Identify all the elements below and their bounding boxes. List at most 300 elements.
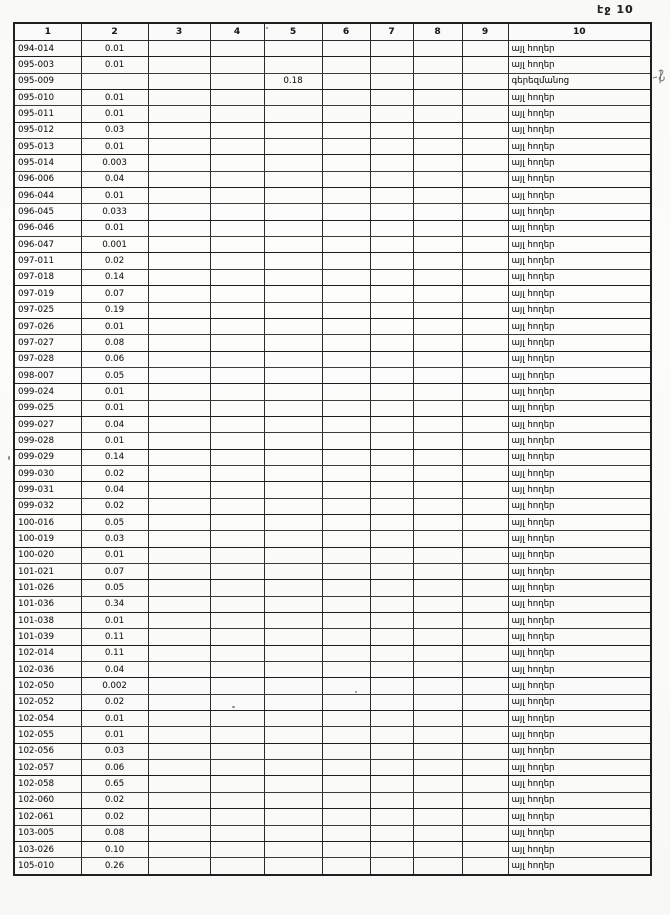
cell (370, 384, 413, 400)
cell (210, 514, 264, 530)
cell (370, 416, 413, 432)
cell (413, 57, 462, 73)
cell (210, 465, 264, 481)
cell (148, 335, 210, 351)
cell (210, 367, 264, 383)
cell (148, 760, 210, 776)
cell-area-alt (264, 743, 322, 759)
cell (210, 106, 264, 122)
cell (370, 776, 413, 792)
cell (210, 73, 264, 89)
cell-code: 097-027 (14, 335, 81, 351)
cell (210, 564, 264, 580)
cell (413, 351, 462, 367)
cell (462, 841, 508, 857)
cell (148, 547, 210, 563)
cell-area: 0.01 (81, 188, 148, 204)
cell (322, 188, 370, 204)
cell (462, 482, 508, 498)
cell (370, 825, 413, 841)
cell-area: 0.34 (81, 596, 148, 612)
cell-area-alt (264, 465, 322, 481)
cell (322, 139, 370, 155)
cell-land-type: այլ հողեր (508, 776, 651, 792)
cell-area: 0.26 (81, 858, 148, 875)
cell (462, 122, 508, 138)
column-header: 9 (462, 23, 508, 41)
cell (413, 73, 462, 89)
cell (413, 367, 462, 383)
cell-code: 097-011 (14, 253, 81, 269)
cell (210, 41, 264, 57)
cell (462, 580, 508, 596)
cell (370, 465, 413, 481)
cell-land-type: այլ հողեր (508, 400, 651, 416)
column-header: 1 (14, 23, 81, 41)
land-table (13, 22, 652, 876)
cell (370, 188, 413, 204)
cell-code: 099-029 (14, 449, 81, 465)
cell (413, 514, 462, 530)
cell (413, 825, 462, 841)
cell-code: 105-010 (14, 858, 81, 875)
scan-artifact (8, 456, 10, 460)
cell-area: 0.05 (81, 580, 148, 596)
cell-land-type: այլ հողեր (508, 155, 651, 171)
cell (322, 825, 370, 841)
cell (322, 645, 370, 661)
column-header: 3 (148, 23, 210, 41)
cell-area-alt (264, 90, 322, 106)
cell-code: 097-025 (14, 302, 81, 318)
cell (370, 335, 413, 351)
cell-land-type: այլ հողեր (508, 188, 651, 204)
cell (370, 662, 413, 678)
cell-area-alt (264, 694, 322, 710)
cell (462, 400, 508, 416)
cell (148, 400, 210, 416)
cell-land-type: այլ հողեր (508, 367, 651, 383)
cell (148, 498, 210, 514)
cell-area-alt (264, 547, 322, 563)
cell-area-alt (264, 302, 322, 318)
table-row (14, 694, 651, 710)
cell (462, 596, 508, 612)
cell (462, 547, 508, 563)
cell (413, 220, 462, 236)
cell-land-type: այլ հողեր (508, 645, 651, 661)
table-row (14, 825, 651, 841)
cell-code: 099-028 (14, 433, 81, 449)
cell-code: 102-036 (14, 662, 81, 678)
cell (370, 220, 413, 236)
cell-area: 0.01 (81, 139, 148, 155)
cell-area: 0.01 (81, 318, 148, 334)
table-row (14, 613, 651, 629)
cell (370, 694, 413, 710)
cell (370, 269, 413, 285)
cell-land-type: այլ հողեր (508, 57, 651, 73)
cell (413, 498, 462, 514)
cell (413, 809, 462, 825)
cell-area-alt (264, 155, 322, 171)
cell (462, 155, 508, 171)
cell-area: 0.01 (81, 384, 148, 400)
cell (462, 57, 508, 73)
cell-area: 0.01 (81, 711, 148, 727)
cell (370, 351, 413, 367)
cell-area: 0.03 (81, 743, 148, 759)
cell-land-type: այլ հողեր (508, 596, 651, 612)
cell (148, 106, 210, 122)
cell-area-alt (264, 580, 322, 596)
cell (370, 286, 413, 302)
cell (413, 122, 462, 138)
cell (413, 727, 462, 743)
cell-code: 102-050 (14, 678, 81, 694)
cell (148, 645, 210, 661)
cell (210, 122, 264, 138)
cell (210, 204, 264, 220)
cell-code: 095-012 (14, 122, 81, 138)
cell (148, 155, 210, 171)
cell-area-alt (264, 220, 322, 236)
cell-area-alt (264, 122, 322, 138)
cell (148, 204, 210, 220)
cell (148, 825, 210, 841)
cell-area: 0.65 (81, 776, 148, 792)
cell-code: 095-009 (14, 73, 81, 89)
cell (413, 776, 462, 792)
cell (370, 155, 413, 171)
cell (322, 809, 370, 825)
cell-land-type: գերեզմանոց (508, 73, 651, 89)
cell (148, 433, 210, 449)
cell-area-alt (264, 335, 322, 351)
cell (210, 139, 264, 155)
cell (322, 269, 370, 285)
table-row (14, 449, 651, 465)
cell (210, 351, 264, 367)
cell (462, 367, 508, 383)
cell-code: 096-006 (14, 171, 81, 187)
cell (322, 482, 370, 498)
column-header: 7 (370, 23, 413, 41)
cell (148, 809, 210, 825)
cell (413, 760, 462, 776)
table-row (14, 106, 651, 122)
table-row (14, 580, 651, 596)
cell (322, 727, 370, 743)
cell (210, 662, 264, 678)
cell (370, 760, 413, 776)
cell (210, 825, 264, 841)
cell-land-type: այլ հողեր (508, 302, 651, 318)
cell (322, 335, 370, 351)
cell (413, 792, 462, 808)
cell (413, 335, 462, 351)
cell-area-alt (264, 498, 322, 514)
cell (413, 139, 462, 155)
cell (210, 580, 264, 596)
cell-area (81, 73, 148, 89)
cell-land-type: այլ հողեր (508, 449, 651, 465)
cell-code: 102-052 (14, 694, 81, 710)
table-row (14, 596, 651, 612)
cell (322, 384, 370, 400)
cell (322, 41, 370, 57)
cell (322, 122, 370, 138)
cell-area-alt (264, 171, 322, 187)
cell (322, 743, 370, 759)
cell (210, 286, 264, 302)
table-row (14, 155, 651, 171)
cell-land-type: այլ հողեր (508, 547, 651, 563)
cell (370, 367, 413, 383)
cell (413, 596, 462, 612)
cell-land-type: այլ հողեր (508, 122, 651, 138)
cell (322, 760, 370, 776)
cell (413, 155, 462, 171)
cell (462, 171, 508, 187)
cell (413, 694, 462, 710)
cell-area-alt (264, 41, 322, 57)
scan-artifact (266, 27, 268, 29)
cell (210, 743, 264, 759)
cell-code: 102-060 (14, 792, 81, 808)
cell (370, 302, 413, 318)
cell (370, 253, 413, 269)
cell-code: 096-044 (14, 188, 81, 204)
cell-land-type: այլ հողեր (508, 727, 651, 743)
cell-area-alt (264, 792, 322, 808)
cell (462, 662, 508, 678)
cell (148, 465, 210, 481)
cell-land-type: այլ հողեր (508, 629, 651, 645)
cell-area-alt (264, 318, 322, 334)
cell-area-alt (264, 253, 322, 269)
cell-code: 101-038 (14, 613, 81, 629)
cell (370, 596, 413, 612)
cell (462, 711, 508, 727)
cell (322, 858, 370, 875)
cell-area: 0.01 (81, 41, 148, 57)
cell (370, 122, 413, 138)
cell (148, 367, 210, 383)
cell (370, 792, 413, 808)
cell (148, 678, 210, 694)
cell-code: 094-014 (14, 41, 81, 57)
table-row (14, 498, 651, 514)
table-row (14, 237, 651, 253)
cell-area-alt (264, 139, 322, 155)
cell (462, 269, 508, 285)
cell (413, 269, 462, 285)
table-row (14, 188, 651, 204)
cell (413, 743, 462, 759)
cell (210, 269, 264, 285)
cell-area-alt (264, 367, 322, 383)
cell-land-type: այլ հողեր (508, 106, 651, 122)
cell (210, 711, 264, 727)
cell-code: 102-058 (14, 776, 81, 792)
table-row (14, 367, 651, 383)
cell (413, 482, 462, 498)
cell (322, 776, 370, 792)
cell-land-type: այլ հողեր (508, 564, 651, 580)
cell (322, 237, 370, 253)
cell-area: 0.01 (81, 400, 148, 416)
cell-area: 0.05 (81, 514, 148, 530)
cell (210, 645, 264, 661)
cell (413, 41, 462, 57)
table-row (14, 90, 651, 106)
cell (148, 171, 210, 187)
cell-code: 096-047 (14, 237, 81, 253)
cell (322, 449, 370, 465)
cell-area: 0.04 (81, 482, 148, 498)
cell-area-alt (264, 286, 322, 302)
cell-land-type: այլ հողեր (508, 416, 651, 432)
table-row (14, 547, 651, 563)
cell (462, 629, 508, 645)
table-row (14, 302, 651, 318)
cell-code: 102-014 (14, 645, 81, 661)
cell-area: 0.01 (81, 220, 148, 236)
cell (322, 613, 370, 629)
column-header: 5 (264, 23, 322, 41)
column-header: 6 (322, 23, 370, 41)
table-row (14, 645, 651, 661)
cell (322, 351, 370, 367)
table-row (14, 171, 651, 187)
cell-area: 0.002 (81, 678, 148, 694)
cell (322, 547, 370, 563)
cell (148, 792, 210, 808)
cell (413, 858, 462, 875)
cell-area: 0.01 (81, 433, 148, 449)
cell (148, 841, 210, 857)
cell-land-type: այլ հողեր (508, 694, 651, 710)
cell (413, 645, 462, 661)
cell-area-alt (264, 809, 322, 825)
cell-code: 099-025 (14, 400, 81, 416)
table-row (14, 204, 651, 220)
cell (413, 465, 462, 481)
cell-area-alt (264, 613, 322, 629)
cell-code: 100-016 (14, 514, 81, 530)
cell (462, 384, 508, 400)
cell-code: 095-010 (14, 90, 81, 106)
cell (462, 727, 508, 743)
cell-code: 103-026 (14, 841, 81, 857)
cell (210, 57, 264, 73)
table-header (14, 23, 651, 41)
cell (462, 613, 508, 629)
cell (413, 547, 462, 563)
table-row (14, 629, 651, 645)
cell-land-type: այլ հողեր (508, 433, 651, 449)
cell (148, 580, 210, 596)
cell (462, 220, 508, 236)
cell (462, 433, 508, 449)
cell-area-alt (264, 841, 322, 857)
cell-land-type: այլ հողեր (508, 204, 651, 220)
cell-code: 099-030 (14, 465, 81, 481)
cell (148, 384, 210, 400)
cell (462, 792, 508, 808)
table-row (14, 220, 651, 236)
cell-land-type: այլ հողեր (508, 351, 651, 367)
cell-land-type: այլ հողեր (508, 220, 651, 236)
cell (370, 73, 413, 89)
cell-area: 0.08 (81, 825, 148, 841)
table-row (14, 531, 651, 547)
cell (413, 629, 462, 645)
cell (322, 367, 370, 383)
cell-area: 0.04 (81, 416, 148, 432)
cell-code: 096-045 (14, 204, 81, 220)
cell-area-alt (264, 662, 322, 678)
cell (148, 613, 210, 629)
cell-area-alt (264, 678, 322, 694)
cell-area-alt (264, 106, 322, 122)
table-row (14, 400, 651, 416)
cell (370, 678, 413, 694)
cell (148, 514, 210, 530)
cell (210, 384, 264, 400)
cell-area: 0.06 (81, 760, 148, 776)
cell (413, 449, 462, 465)
cell (148, 122, 210, 138)
cell-land-type: այլ հողեր (508, 237, 651, 253)
table-row (14, 564, 651, 580)
table-row (14, 253, 651, 269)
cell-land-type: այլ հողեր (508, 662, 651, 678)
cell-area: 0.02 (81, 809, 148, 825)
cell-code: 099-027 (14, 416, 81, 432)
cell-land-type: այլ հողեր (508, 743, 651, 759)
cell (148, 302, 210, 318)
cell (462, 498, 508, 514)
cell-area-alt (264, 858, 322, 875)
cell (148, 727, 210, 743)
table-row (14, 351, 651, 367)
scan-artifact (232, 706, 235, 708)
cell (148, 90, 210, 106)
cell (413, 171, 462, 187)
cell-area: 0.02 (81, 694, 148, 710)
cell (210, 841, 264, 857)
cell (210, 416, 264, 432)
cell (148, 711, 210, 727)
cell (370, 547, 413, 563)
cell-area: 0.14 (81, 449, 148, 465)
table-row (14, 809, 651, 825)
cell (322, 564, 370, 580)
cell-land-type: այլ հողեր (508, 253, 651, 269)
cell (462, 416, 508, 432)
cell-land-type: այլ հողեր (508, 335, 651, 351)
cell (413, 204, 462, 220)
cell-land-type: այլ հողեր (508, 809, 651, 825)
cell (210, 727, 264, 743)
cell (413, 237, 462, 253)
cell (210, 482, 264, 498)
cell (322, 57, 370, 73)
cell-area-alt (264, 564, 322, 580)
cell (462, 139, 508, 155)
